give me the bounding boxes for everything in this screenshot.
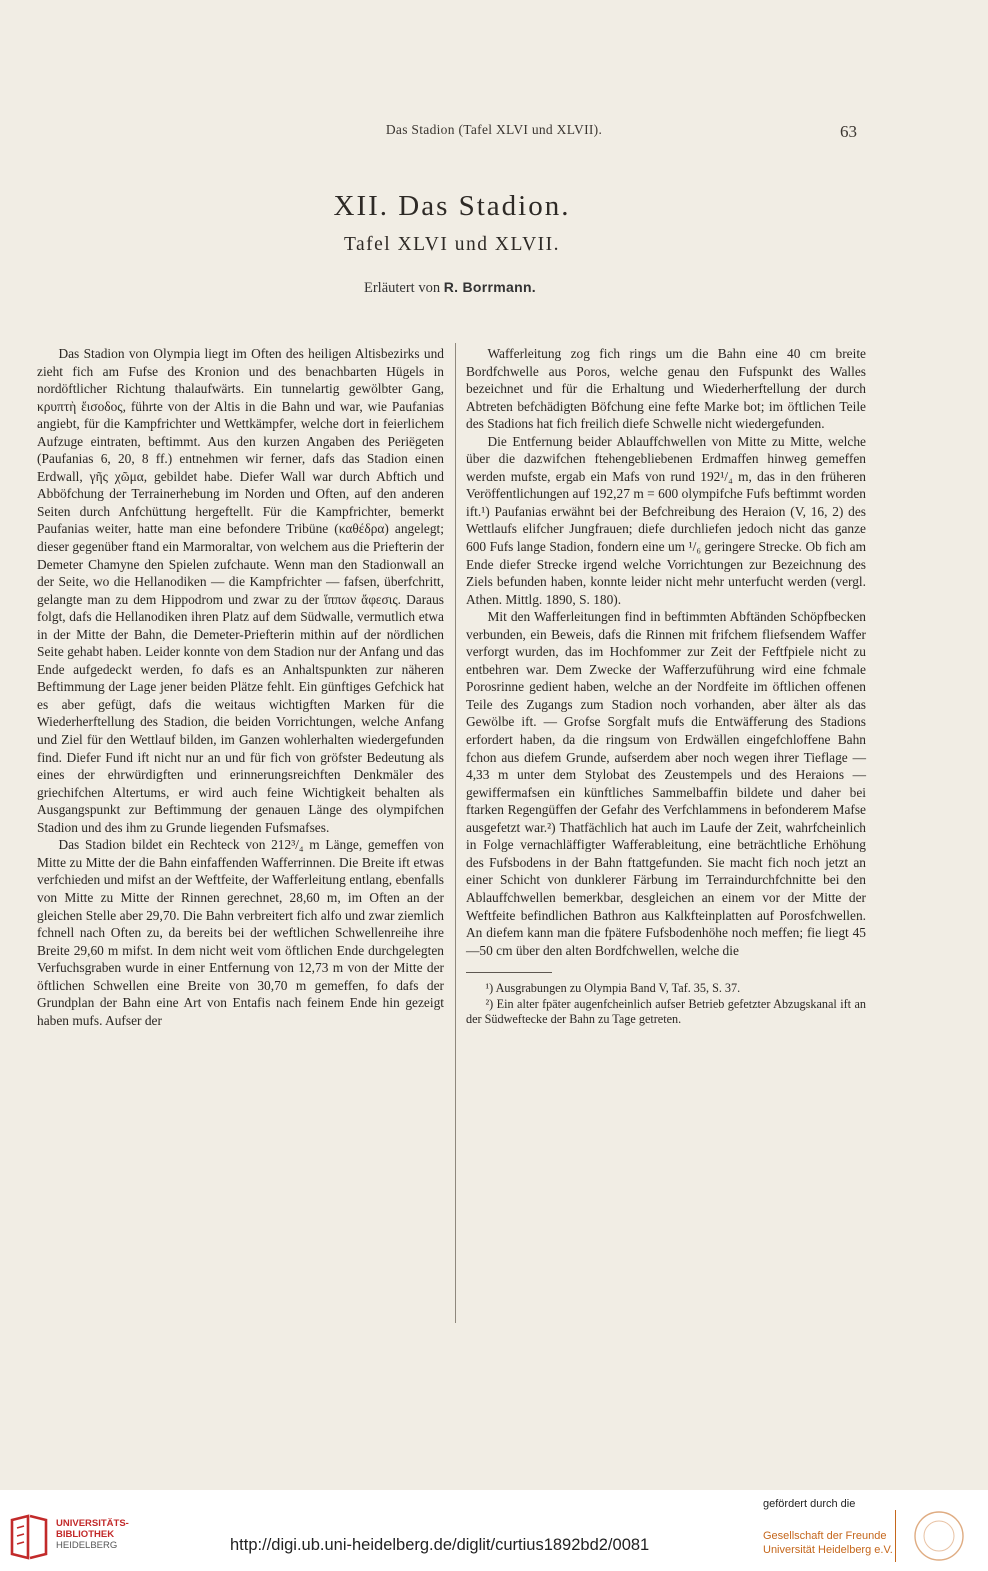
left-column bbox=[37, 345, 444, 1029]
footnote: ¹) Ausgrabungen zu Olympia Band V, Taf. 35, S. 37. bbox=[485, 981, 741, 996]
footnotes bbox=[466, 981, 866, 1028]
library-name: UNIVERSITÄTS- BIBLIOTHEK HEIDELBERG bbox=[56, 1518, 129, 1551]
chapter-subtitle: Tafel XLVI und XLVII. bbox=[343, 234, 561, 255]
paragraph: Das Stadion bildet ein Rechteck von 212³/₄ m Länge, gemeffen von Mitte zu Mitte der die Bahn einfaffenden Wafferrinnen. Die Breite ift etwas verfchieden und mifst an der Weftfeite, der Wafferleitung entlang, ebenfalls von Mitte zu Mitte der Rinnen gerechnet, 28,60 m, im Often an der gleichen Stelle aber 29,70. Die Bahn verbreitert fich alfo und zwar ziemlich fchnell nach Often zu, da bereits bei der weftlichen Schwellenreihe ihre Breite 29,60 m mifst. In dem nicht weit vom öftlichen Ende durchgelegten Verfuchsgraben wurde in einer Entfernung von 12,73 m von der Mitte der öftlichen Schwellen eine Breite von 30,70 m gemeffen, fo dafs der Grundplan der Bahn eine Art von Entafis nach feinem Ende hin gezeigt haben mufs. Aufser der bbox=[37, 837, 444, 1028]
funder-name-line1: Gesellschaft der Freunde bbox=[763, 1530, 887, 1542]
paragraph: Wafferleitung zog fich rings um die Bahn eine 40 cm breite Bordfchwelle aus Poros, welche genau den Fufspunkt des Walles bezeichnet und für die Erhaltung und Wiederherftellung der durch Abtreten befchädigten Böfchung eine fefte Marke bot; im öftlichen Teile des Stadions hat fich freilich diefe Schwelle nicht wiedergefunden. bbox=[466, 346, 866, 432]
funder-name-line2: Universität Heidelberg e.V. bbox=[763, 1544, 893, 1556]
footnote: ²) Ein alter fpäter augenfcheinlich aufser Betrieb gefetzter Abzugskanal ift an der Südweftecke der Bahn zu Tage getreten. bbox=[466, 996, 866, 1027]
digitization-footer bbox=[0, 1490, 988, 1571]
source-url-link[interactable]: http://digi.ub.uni-heidelberg.de/diglit/curtius1892bd2/0081 bbox=[230, 1536, 650, 1554]
funding-label: gefördert durch die bbox=[763, 1498, 856, 1510]
chapter-title: XII. Das Stadion. bbox=[333, 190, 571, 222]
funder-divider bbox=[895, 1510, 896, 1562]
byline-author: R. Borrmann. bbox=[443, 279, 536, 295]
running-head: Das Stadion (Tafel XLVI und XLVII). bbox=[385, 122, 603, 137]
funder-seal-icon bbox=[905, 1508, 973, 1564]
byline-prefix: Erläutert von bbox=[363, 280, 441, 296]
paragraph: Mit den Wafferleitungen find in beftimmten Abftänden Schöpfbecken verbunden, ein Beweis, dafs die Rinnen mit frifchem fliefsendem Waffer verforgt wurden, das im Hochfommer zur Zeit der Feftfpiele nicht zu entbehren war. Dem Zwecke der Wafferzuführung wird eine fchmale Porosrinne gedient haben, welche an der Nordfeite im öftlichen offenen Teile des Zugangs zum Stadion noch vorhanden, aber älter als das Gewölbe ift. — Grofse Sorgfalt mufs die Entwäfferung des Stadions erfordert haben, da die ringsum von Erdwällen eingefchloffene Bahn fchon aus diefem Grunde, aufserdem aber noch wegen ihrer Tieflage — 4,33 m unter dem Stylobat des Zeustempels und des Heraions — gewiffermafsen ein künftliches Sammelbaffin bildete und daher bei ftarken Regengüffen der Gefahr des Verfchlammens in befonderem Mafse ausgefetzt war.²) Thatfächlich hat auch im Laufe der Zeit, wahrfcheinlich in Folge vernachläffigter Wafferableitung, eine beträchtliche Erhöhung des Fufsbodens in der Bahn ftattgefunden. Sie macht fich noch jetzt an einer Schicht von dunklerer Färbung im Terraindurchfchnitte bei den Ablauffchwellen bemerkbar, desgleichen an einem vor der Mitte der Weftfeite befindlichen Bathron aus Kalkfteinplatten auf Porosfchwellen. An diefem kann man die fpätere Fufsbodenhöhe noch meffen; fie liegt 45—50 cm über den alten Bordfchwellen, welche die bbox=[466, 609, 866, 958]
byline bbox=[0, 279, 900, 297]
column-divider bbox=[455, 343, 456, 1323]
university-library-logo-icon bbox=[8, 1514, 50, 1562]
right-column bbox=[466, 345, 866, 1028]
paragraph: Die Entfernung beider Ablauffchwellen von Mitte zu Mitte, welche über die dazwifchen ftehengebliebenen Erdmaffen hinweg gemeffen werden mufste, ergab ein Mafs von rund 192¹/₄ m, das in den früheren Veröffentlichungen auf 192,27 m = 600 olympifche Fufs beftimmt worden ift.¹) Paufanias erwähnt bei der Befchreibung des Heraion (V, 16, 2) des Wettlaufs elifcher Jungfrauen; diefe durchliefen jedoch nicht das ganze 600 Fufs lange Stadion, fondern eine um ¹/₆ geringere Strecke. Ob fich am Ende diefer Strecke irgend welche Vorrichtungen zur Bezeichnung des Ziels befunden haben, konnte leider nicht mehr unterfucht werden (vergl. Athen. Mittlg. 1890, S. 180). bbox=[466, 433, 866, 607]
footnote-rule bbox=[466, 972, 552, 973]
paragraph: Das Stadion von Olympia liegt im Often des heiligen Altisbezirks und zieht fich am Fufse des Kronion und des benachbarten Hügels in nordöftlicher Richtung thalaufwärts. Ein tunnelartig gewölbter Gang, κρυπτὴ ἔισοδος, führte von der Altis in die Bahn und war, wie Paufanias angiebt, für die Kampfrichter und Wettkämpfer, welche dort in feierlichem Aufzuge eintraten, beftimmt. Aus den kurzen Angaben des Periëgeten (Paufanias 6, 20, 8 ff.) entnehmen wir ferner, dafs das Stadion einen Erdwall, γῆς χῶμα, gebildet habe. Diefer Wall war durch Abftich und Abböfchung der Terrainerhebung im Norden und Often, auf den anderen Seiten durch Anfchüttung hergeftellt. Für die Kampfrichter, bemerkt Paufanias weiter, hatte man eine befondere Tribüne (καθέδρα) angelegt; dieser gegenüber ftand ein Marmoraltar, von welchem aus die Priefterin der Demeter Chamyne den Spielen zufchaute. Wenn man den Stadionwall an der Seite, wo die Hellanodiken — die Kampfrichter — fafsen, überfchritt, gelangte man zu dem Hippodrom und zwar zu der ἵππων ἄφεσις. Daraus folgt, dafs die Hellanodiken ihren Platz auf dem Südwalle, vermutlich etwa in der Mitte der Bahn, die Demeter-Priefterin mithin auf der nördlichen Seite gehabt haben. Leider konnte von dem Stadion nur der Anfang und das Ende aufgedeckt werden, fo dafs es an Anhaltspunkten zur näheren Beftimmung der Lage jener beiden Plätze fehlt. Ein günftiges Gefchick hat es aber gefügt, dafs die weitaus wichtigften Marken für die Wiederherftellung des Stadion, die beiden Vorrichtungen, welche Anfang und Ziel für den Wettlauf bilden, im Ganzen wohlerhalten wiedergefunden find. Diefer Fund ift nicht nur an und für fich von gröfster Bedeutung als eines der ehrwürdigften und erinnerungsreichften Denkmäler des griechifchen Altertums, er wird auch feine Wichtigkeit behalten als Ausgangspunkt zur Beftimmung der genauen Länge des olympifchen Stadion und des ihm zu Grunde liegenden Fufsmafses. bbox=[37, 346, 444, 835]
page-number: 63 bbox=[840, 122, 857, 141]
